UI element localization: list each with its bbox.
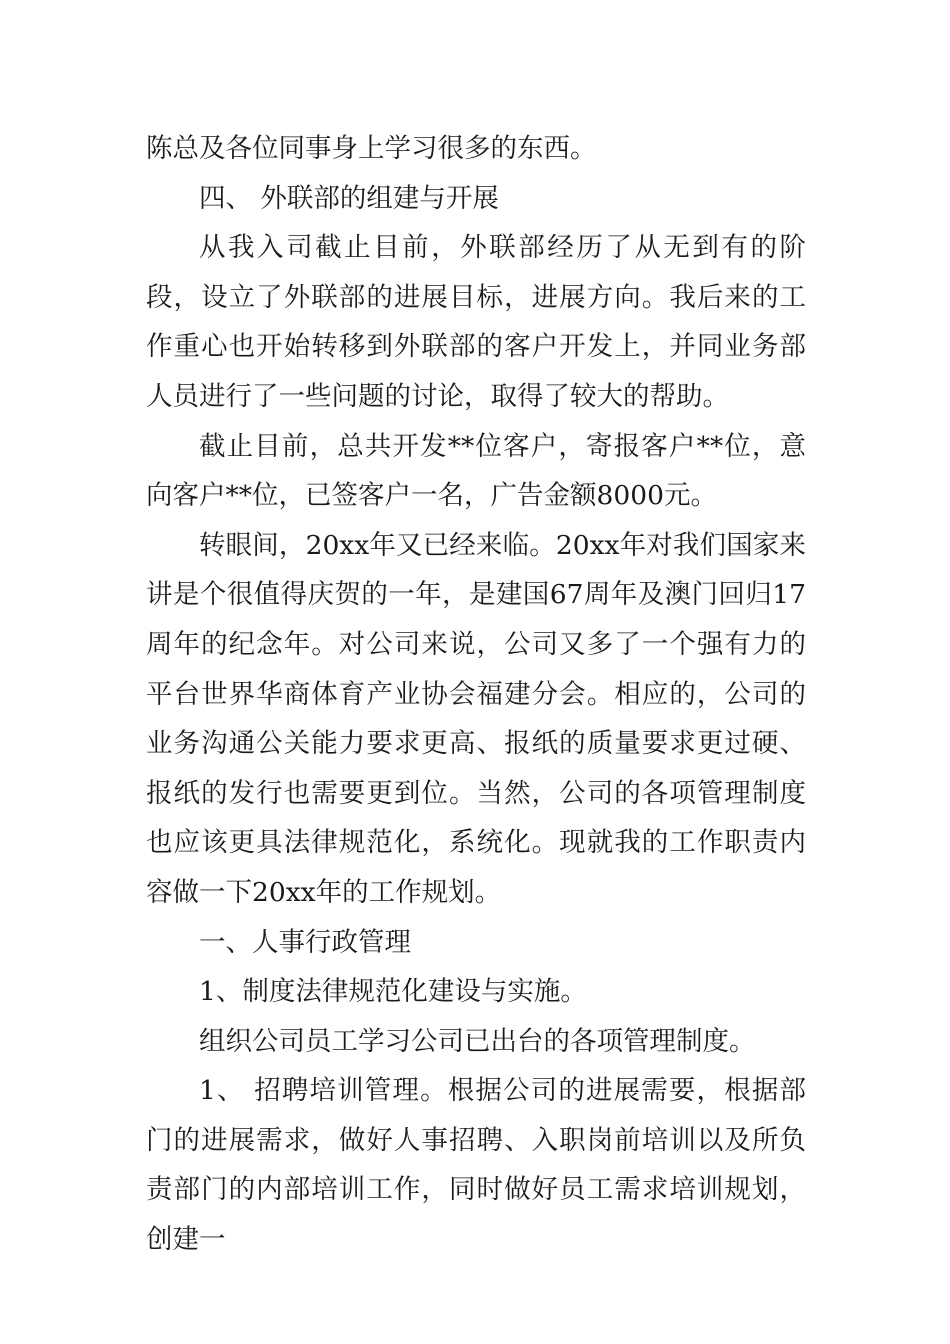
paragraph-1: 陈总及各位同事身上学习很多的东西。 (146, 133, 597, 164)
section-heading-outreach: 四、 外联部的组建与开展 (199, 182, 499, 214)
subheading-regulation: 1、制度法律规范化建设与实施。 (199, 976, 587, 1008)
paragraph-outreach-history: 从我入司截止目前，外联部经历了从无到有的阶段，设立了外联部的进展目标，进展方向。我后来的工作重心也开始转移到外联部的客户开发上，并同业务部人员进行了一些问题的讨论，取得了较大的帮助。 (146, 232, 806, 412)
paragraph-client-stats: 截止目前，总共开发**位客户，寄报客户**位，意向客户**位，已签客户一名，广告金额8000元。 (146, 430, 806, 512)
paragraph-regulation-study: 组织公司员工学习公司已出台的各项管理制度。 (199, 1025, 756, 1057)
paragraph-new-year-plan: 转眼间，20xx年又已经来临。20xx年对我们国家来讲是个很值得庆贺的一年，是建国67周年及澳门回归17周年的纪念年。对公司来说，公司又多了一个强有力的平台世界华商体育产业协会福建分会。相应的，公司的业务沟通公关能力要求更高、报纸的质量要求更过硬、报纸的发行也需要更到位。当然，公司的各项管理制度也应该更具法律规范化，系统化。现就我的工作职责内容做一下20xx年的工作规划。 (146, 529, 806, 908)
paragraph-recruitment-training: 1、 招聘培训管理。根据公司的进展需要，根据部门的进展需求，做好人事招聘、入职岗前培训以及所负责部门的内部培训工作，同时做好员工需求培训规划，创建一 (146, 1075, 806, 1256)
section-heading-hr-admin: 一、人事行政管理 (199, 926, 411, 958)
document-body (146, 124, 806, 1265)
